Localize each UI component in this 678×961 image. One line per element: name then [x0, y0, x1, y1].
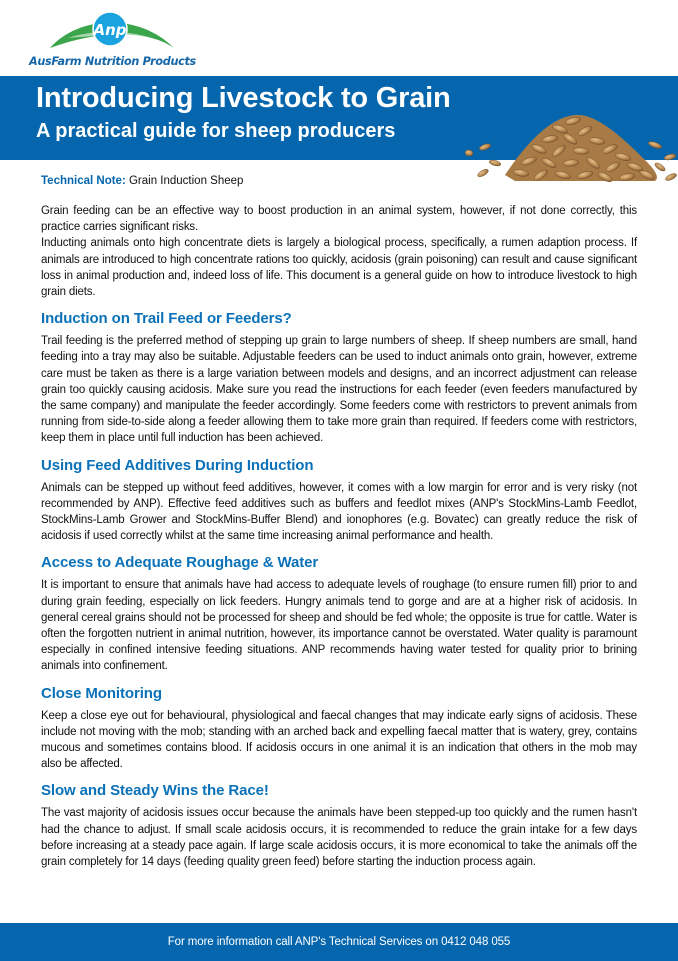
section-body: Keep a close eye out for behavioural, physiological and faecal changes that may indicate early signs of acidosis. These include not moving with the mob; standing with an arched back and expelling faecal matter that is watery, grey, contains mucous and sometimes contains blood. If acidosis occurs in one animal it is an indication that others in the mob may also be affected.	[41, 709, 637, 771]
section-body: Animals can be stepped up without feed additives, however, it comes with a low margin for error and is very risky (not recommended by ANP). Effective feed additives such as buffers and feedlot mixes (ANP's StockMins-Lamb Feedlot, StockMins-Lamb Grower and StockMins-Buffer Blend) and ionophores (e.g. Bovatec) can greatly reduce the risk of acidosis if used correctly whilst at the same time increasing animal performance and health.	[41, 481, 637, 543]
intro	[41, 203, 637, 300]
section-body: The vast majority of acidosis issues occur because the animals have been stepped-up too quickly and the rumen hasn't had the chance to adjust. If small scale acidosis occurs, it is recommended to reduce the grain intake for a few days before increasing at a steady pace again. If large scale acidosis occurs, it is more economical to take the animals off the grain completely for 14 days (feeding quality green feed) before starting the induction process again.	[41, 807, 637, 869]
footer-bar	[0, 923, 678, 961]
technical-note-value: Grain Induction Sheep	[128, 175, 244, 187]
section-roughage-water	[41, 554, 637, 674]
page-title: Introducing Livestock to Grain	[36, 82, 451, 114]
technical-note	[41, 175, 243, 187]
footer-contact-text: For more information call ANP's Technical Services on 0412 048 055	[167, 936, 511, 948]
section-body: It is important to ensure that animals have had access to adequate levels of roughage (to ensure rumen fill) prior to and during grain feeding, especially on lick feeders. Hungry animals tend to gorge and are at a higher risk of acidosis. In general cereal grains should not be processed for sheep and should be fed whole; the opposite is true for cattle. Water is often the forgotten nutrient in animal nutrition, however, its importance cannot be overstated. Water quality is paramount especially in confined intensive feeding situations. ANP recommends having water tested for quality prior to brining animals into confinement.	[41, 579, 637, 673]
intro-paragraph: Grain feeding can be an effective way to boost production in an animal system, however, if not done correctly, this practice carries significant risks.	[41, 205, 637, 234]
logo-swoosh-icon	[28, 8, 188, 56]
section-slow-steady	[41, 782, 637, 870]
section-body: Trail feeding is the preferred method of stepping up grain to large numbers of sheep. If sheep numbers are small, hand feeding into a tray may also be suitable. Adjustable feeders can be used to induct animals onto grain, however, extreme care must be taken as there is a large variation between models and designs, and an incorrect adjustment can release grain too quickly causing acidosis. Make sure you read the instructions for each feeder (even feeders manufactured by the same company) and manipulate the feeder accordingly. Some feeders come with restrictors to prevent animals from running from side-to-side along a feeder allowing them to take more grain than required. If feeders come with restrictors, keep them in place until full induction has been achieved.	[41, 335, 637, 445]
page-subtitle: A practical guide for sheep producers	[36, 120, 396, 142]
section-feed-additives	[41, 457, 637, 545]
section-induction	[41, 310, 637, 446]
technical-note-label: Technical Note:	[41, 175, 126, 187]
section-heading: Using Feed Additives During Induction	[41, 456, 314, 474]
grain-pile-image	[455, 105, 678, 183]
section-heading: Access to Adequate Roughage & Water	[41, 554, 319, 572]
section-heading: Slow and Steady Wins the Race!	[41, 782, 269, 800]
company-logo	[28, 8, 196, 68]
intro-paragraph: Inducting animals onto high concentrate diets is largely a biological process, specifically, a rumen adaption process. If animals are introduced to high concentrate rations too quickly, acidosis (grain poisoning) can result and cause significant loss in animal production and, indeed loss of life. This document is a general guide on how to introduce livestock to high grain diets.	[41, 237, 637, 299]
section-heading: Close Monitoring	[41, 684, 162, 702]
company-name: AusFarm Nutrition Products	[29, 55, 196, 68]
document-body	[41, 203, 637, 870]
section-close-monitoring	[41, 685, 637, 773]
logo-mark: Anp	[93, 21, 127, 39]
section-heading: Induction on Trail Feed or Feeders?	[41, 310, 292, 328]
